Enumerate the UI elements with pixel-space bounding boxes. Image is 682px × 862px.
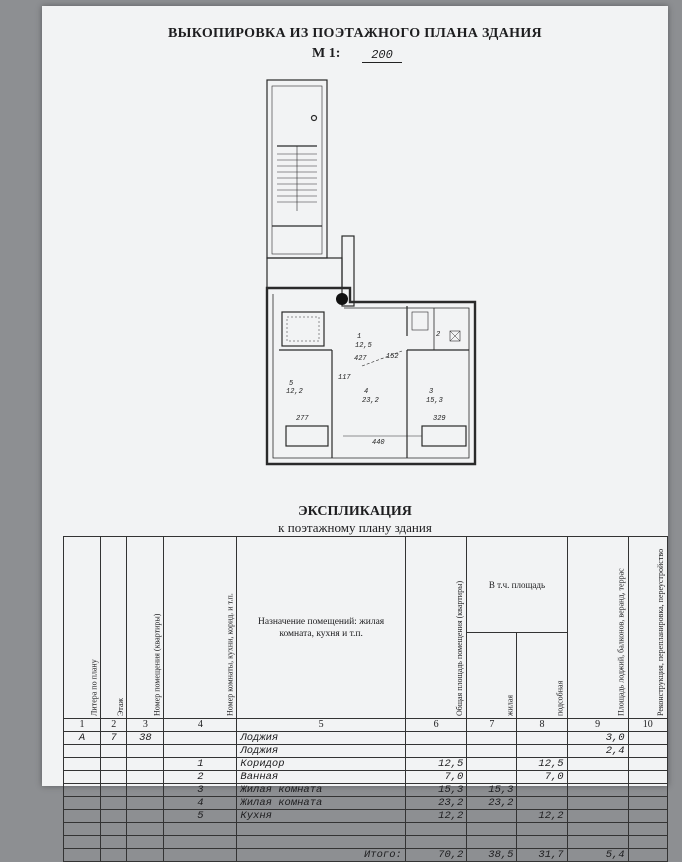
table-row — [64, 745, 668, 758]
col-header-group: В т.ч. площадь — [467, 537, 567, 633]
table-cell-aux — [517, 784, 567, 797]
table-cell-total: 12,5 — [405, 758, 467, 771]
table-cell-room: 1 — [164, 758, 237, 771]
svg-text:277: 277 — [296, 415, 309, 423]
table-cell-room — [164, 849, 237, 862]
table-cell-total: 12,2 — [405, 810, 467, 823]
table-cell-room — [164, 836, 237, 849]
table-cell-aux — [517, 836, 567, 849]
table-cell-room — [164, 732, 237, 745]
table-cell-living: 23,2 — [467, 797, 517, 810]
svg-text:2: 2 — [436, 331, 441, 339]
table-cell-name — [237, 836, 405, 849]
table-cell-living — [467, 810, 517, 823]
table-row — [64, 784, 668, 797]
table-cell-recon — [628, 784, 667, 797]
table-cell-aux — [517, 797, 567, 810]
table-cell-loggia — [567, 797, 628, 810]
table-cell-living: 38,5 — [467, 849, 517, 862]
table-cell-lit — [64, 849, 101, 862]
table-cell-floor — [101, 849, 127, 862]
table-cell-recon — [628, 745, 667, 758]
table-cell-total: 23,2 — [405, 797, 467, 810]
table-cell-total — [405, 823, 467, 836]
svg-text:117: 117 — [338, 374, 351, 382]
column-numbers-row — [64, 719, 668, 732]
table-cell-apt — [127, 810, 164, 823]
table-cell-aux: 12,2 — [517, 810, 567, 823]
table-cell-room: 2 — [164, 771, 237, 784]
table-row — [64, 758, 668, 771]
col-num: 3 — [127, 719, 164, 732]
table-cell-apt — [127, 771, 164, 784]
table-cell-floor — [101, 810, 127, 823]
svg-text:1: 1 — [357, 333, 362, 341]
svg-text:427: 427 — [354, 355, 367, 363]
table-cell-total: 15,3 — [405, 784, 467, 797]
table-cell-room: 4 — [164, 797, 237, 810]
table-cell-loggia — [567, 771, 628, 784]
col-header-9: Площадь лоджий, балконов, веранд, террас — [567, 537, 628, 719]
table-cell-loggia — [567, 784, 628, 797]
table-cell-recon — [628, 732, 667, 745]
explication-title: ЭКСПЛИКАЦИЯ — [298, 504, 412, 519]
table-cell-lit: А — [64, 732, 101, 745]
table-cell-name — [237, 823, 405, 836]
table-cell-total — [405, 732, 467, 745]
table-cell-aux: 12,5 — [517, 758, 567, 771]
svg-text:3: 3 — [429, 388, 434, 396]
table-cell-aux — [517, 732, 567, 745]
table-cell-loggia: 5,4 — [567, 849, 628, 862]
table-cell-room: 3 — [164, 784, 237, 797]
col-header-4: Номер комнаты, кухни, корид. и т.п. — [164, 537, 237, 719]
table-row — [64, 732, 668, 745]
table-cell-recon — [628, 758, 667, 771]
table-cell-room: 5 — [164, 810, 237, 823]
table-cell-lit — [64, 810, 101, 823]
table-cell-living — [467, 745, 517, 758]
col-header-6: Общая площадь помещения (квартиры) — [405, 537, 467, 719]
table-cell-aux — [517, 745, 567, 758]
col-header-7: жилая — [467, 633, 517, 719]
table-cell-loggia — [567, 758, 628, 771]
table-cell-apt — [127, 836, 164, 849]
table-cell-apt — [127, 849, 164, 862]
col-header-8: подсобная — [517, 633, 567, 719]
svg-text:329: 329 — [433, 415, 446, 423]
col-header-1: Литера по плану — [64, 537, 101, 719]
col-num: 5 — [237, 719, 405, 732]
table-cell-floor — [101, 745, 127, 758]
svg-text:12,2: 12,2 — [286, 388, 303, 396]
scale-label: М 1: — [312, 46, 341, 61]
table-cell-loggia: 2,4 — [567, 745, 628, 758]
table-cell-total: 70,2 — [405, 849, 467, 862]
table-row — [64, 849, 668, 862]
table-cell-total — [405, 745, 467, 758]
table-cell-name: Лоджия — [237, 745, 405, 758]
col-num: 6 — [405, 719, 467, 732]
table-cell-floor — [101, 784, 127, 797]
table-cell-aux: 7,0 — [517, 771, 567, 784]
table-cell-recon — [628, 836, 667, 849]
table-cell-name: Итого: — [237, 849, 405, 862]
col-num: 9 — [567, 719, 628, 732]
table-cell-aux: 31,7 — [517, 849, 567, 862]
table-cell-apt — [127, 758, 164, 771]
table-cell-recon — [628, 823, 667, 836]
col-header-10: Реконструкция, перепланировка, переустройство — [628, 537, 667, 719]
table-cell-lit — [64, 836, 101, 849]
table-row — [64, 810, 668, 823]
table-cell-living: 15,3 — [467, 784, 517, 797]
table-cell-lit — [64, 771, 101, 784]
floor-plan-drawing — [42, 6, 668, 476]
table-cell-floor — [101, 758, 127, 771]
col-num: 1 — [64, 719, 101, 732]
document-sheet — [42, 6, 668, 861]
table-cell-apt — [127, 784, 164, 797]
table-cell-living — [467, 823, 517, 836]
explication-subtitle: к поэтажному плану здания — [278, 520, 432, 535]
table-cell-floor — [101, 836, 127, 849]
table-cell-name: Кухня — [237, 810, 405, 823]
table-cell-lit — [64, 797, 101, 810]
table-cell-floor — [101, 771, 127, 784]
svg-text:15,3: 15,3 — [426, 397, 443, 405]
table-cell-living — [467, 732, 517, 745]
col-header-2: Этаж — [101, 537, 127, 719]
table-cell-recon — [628, 771, 667, 784]
table-row — [64, 771, 668, 784]
table-cell-loggia: 3,0 — [567, 732, 628, 745]
table-row — [64, 797, 668, 810]
svg-text:5: 5 — [289, 380, 294, 388]
table-cell-floor — [101, 797, 127, 810]
col-header-5: Назначение помещений: жилая комната, кухня и т.п. — [237, 537, 405, 719]
table-cell-total: 7,0 — [405, 771, 467, 784]
table-cell-loggia — [567, 823, 628, 836]
explication-table — [63, 536, 668, 862]
table-cell-apt — [127, 823, 164, 836]
table-cell-room — [164, 745, 237, 758]
table-cell-room — [164, 823, 237, 836]
table-cell-living — [467, 758, 517, 771]
table-cell-loggia — [567, 810, 628, 823]
table-cell-name: Жилая комната — [237, 784, 405, 797]
table-cell-total — [405, 836, 467, 849]
table-cell-recon — [628, 849, 667, 862]
col-num: 8 — [517, 719, 567, 732]
col-num: 10 — [628, 719, 667, 732]
table-cell-living — [467, 771, 517, 784]
document-title: ВЫКОПИРОВКА ИЗ ПОЭТАЖНОГО ПЛАНА ЗДАНИЯ — [168, 26, 542, 41]
table-cell-apt — [127, 797, 164, 810]
table-cell-name: Лоджия — [237, 732, 405, 745]
table-cell-apt — [127, 745, 164, 758]
table-cell-lit — [64, 745, 101, 758]
table-cell-apt: 38 — [127, 732, 164, 745]
table-row — [64, 836, 668, 849]
table-cell-lit — [64, 823, 101, 836]
table-cell-name: Коридор — [237, 758, 405, 771]
col-num: 2 — [101, 719, 127, 732]
svg-text:12,5: 12,5 — [355, 342, 372, 350]
svg-text:440: 440 — [372, 439, 385, 447]
table-cell-name: Ванная — [237, 771, 405, 784]
table-cell-floor: 7 — [101, 732, 127, 745]
col-header-3: Номер помещения (квартиры) — [127, 537, 164, 719]
table-cell-lit — [64, 758, 101, 771]
table-cell-living — [467, 836, 517, 849]
svg-text:152: 152 — [386, 353, 399, 361]
col-num: 4 — [164, 719, 237, 732]
col-num: 7 — [467, 719, 517, 732]
table-cell-name: Жилая комната — [237, 797, 405, 810]
svg-text:4: 4 — [364, 388, 369, 396]
table-cell-recon — [628, 810, 667, 823]
table-cell-floor — [101, 823, 127, 836]
table-cell-lit — [64, 784, 101, 797]
scale-value: 200 — [362, 48, 402, 63]
table-cell-aux — [517, 823, 567, 836]
svg-text:23,2: 23,2 — [362, 397, 379, 405]
table-cell-loggia — [567, 836, 628, 849]
table-cell-recon — [628, 797, 667, 810]
table-row — [64, 823, 668, 836]
